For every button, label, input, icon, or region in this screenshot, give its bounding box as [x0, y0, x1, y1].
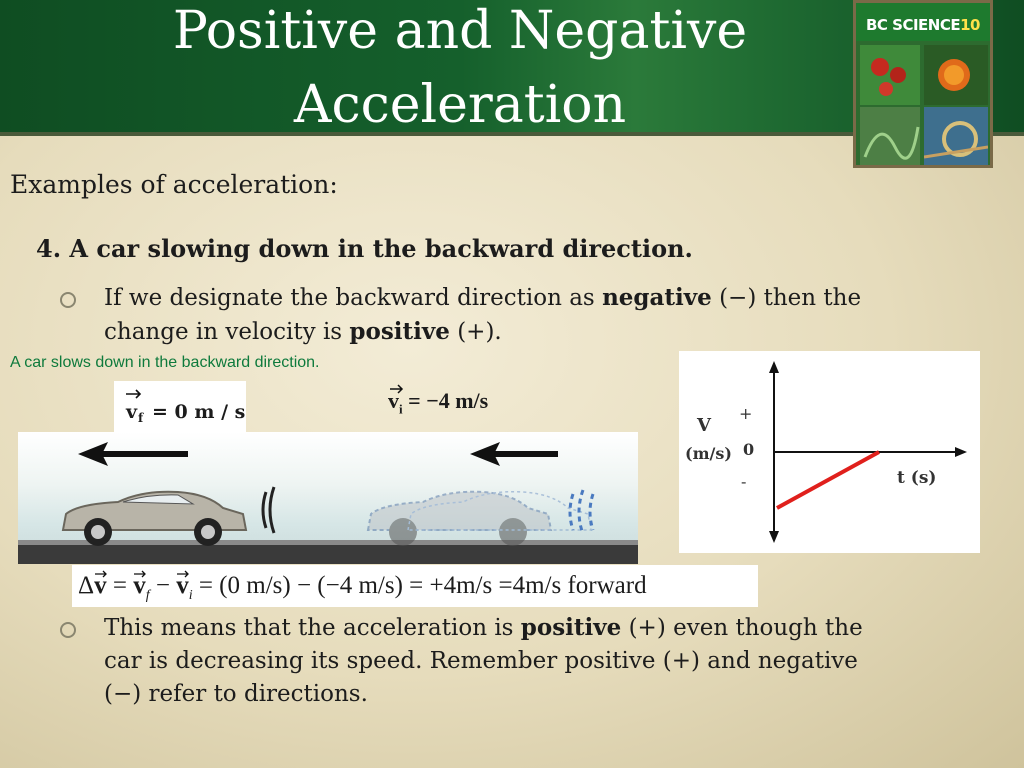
- left-arrow-icon: [78, 442, 188, 466]
- car-illustration: [18, 432, 638, 564]
- y-axis-label: V: [697, 415, 711, 436]
- plus-sign: +: [739, 404, 753, 423]
- minus-sign: -: [741, 472, 747, 491]
- zero-label: 0: [743, 440, 755, 459]
- bullet-icon: [60, 622, 76, 638]
- bullet-1: [60, 281, 900, 349]
- y-axis-unit: (m/s): [685, 444, 732, 463]
- bullet-2: [60, 611, 900, 711]
- image-caption: A car slows down in the backward direction.: [10, 354, 320, 371]
- car-icon: [63, 492, 246, 546]
- title-line-2: Acceleration: [293, 75, 627, 135]
- cover-tile-sun: [924, 45, 988, 105]
- bullet-1-text: If we designate the backward direction as negative (−) then the change in velocity is positive (+).: [104, 284, 862, 345]
- left-arrow-icon: [470, 442, 558, 466]
- cover-tile-leaves: [860, 45, 920, 105]
- bullet-2-text: This means that the acceleration is positive (+) even though the car is decreasing its speed. Remember positive (+) and negative (−) refer to directions.: [104, 614, 863, 707]
- velocity-time-graph: [679, 351, 980, 553]
- road: [18, 544, 638, 564]
- velocity-change-equation: Δv = v $_f$ − v $_i$ = (0 m/s) − (−4 m/s) = +4m/s =4m/s forward: [72, 565, 758, 607]
- point-heading: 4. A car slowing down in the backward direction.: [36, 234, 693, 263]
- ghost-car-icon: [368, 492, 591, 546]
- final-velocity-label: v f = 0 m / s: [114, 381, 246, 433]
- textbook-cover-image: [853, 0, 993, 168]
- slide-title: [150, 0, 770, 142]
- cover-tile-plants: [860, 107, 920, 165]
- brake-lines-icon: [263, 487, 274, 533]
- title-line-1: Positive and Negative: [172, 1, 748, 61]
- bullet-icon: [60, 292, 76, 308]
- cover-tile-coaster: [924, 107, 988, 165]
- x-axis-label: t (s): [897, 468, 937, 488]
- book-title: BC SCIENCE10: [856, 3, 990, 41]
- initial-velocity-label: $v_i = -4$ m/s: [388, 388, 488, 417]
- velocity-line: [777, 452, 879, 508]
- subtitle: Examples of acceleration:: [10, 170, 338, 199]
